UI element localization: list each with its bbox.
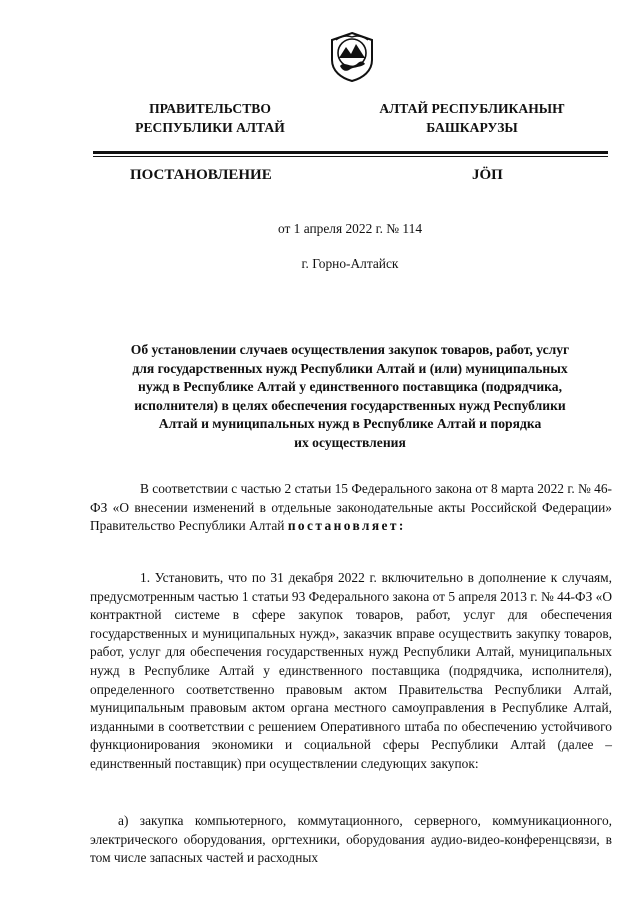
title-line: их осуществления <box>294 434 406 450</box>
header-right-line1: АЛТАЙ РЕСПУБЛИКАНЫҤ <box>379 101 565 116</box>
decree-title-alt: JÖП <box>472 167 503 183</box>
header-divider-thin <box>93 156 608 157</box>
city-line: г. Горно-Алтайск <box>301 256 399 271</box>
header-left-line2: РЕСПУБЛИКИ АЛТАЙ <box>135 120 285 135</box>
resolves-word: постановляет: <box>287 518 406 534</box>
item-1a-paragraph: а) закупка компьютерного, коммутационного, серверного, коммуникационного, электрического оборудования, оргтехники, оборудования аудио-видео-конференцсвязи, в том числе запасных частей и расходных <box>90 813 612 866</box>
decree-title-ru: ПОСТАНОВЛЕНИЕ <box>130 167 272 183</box>
coat-of-arms-icon <box>327 30 377 82</box>
preamble-paragraph <box>90 480 612 536</box>
title-line: Алтай и муниципальных нужд в Республике Алтай и порядка <box>158 416 542 432</box>
header-divider-thick <box>93 151 608 154</box>
title-line: для государственных нужд Республики Алтай и (или) муниципальных <box>132 360 568 376</box>
item-1-paragraph: 1. Установить, что по 31 декабря 2022 г. включительно в дополнение к случаям, предусмотренным частью 1 статьи 93 Федерального закона от 5 апреля 2013 г. № 44-ФЗ «О контрактной системе в сфере закупок товаров, работ, услуг для обеспечения государственных и муниципальных нужд», заказчик вправе осуществить закупку товаров, работ, услуг для обеспечения государственных нужд Республики Алтай, муниципальных нужд в Республике Алтай у единственного поставщика (подрядчика, исполнителя), определенного соответственно правовым актом Правительства Республики Алтай, муниципальным правовым актом органа местного самоуправления в Республике Алтай, изданными в соответствии с решением Оперативного штаба по обеспечению устойчивого функционирования экономики и социальной сферы Республики Алтай (далее – единственный поставщик) при осуществлении следующих закупок: <box>90 570 612 771</box>
title-line: нужд в Республике Алтай у единственного поставщика (подрядчика, <box>138 379 562 395</box>
title-line: Об установлении случаев осуществления закупок товаров, работ, услуг <box>130 342 570 357</box>
header-right <box>362 99 582 137</box>
header-right-line2: БАШКАРУЗЫ <box>426 120 518 135</box>
document-title <box>90 341 610 453</box>
date-number-line: от 1 апреля 2022 г. № 114 <box>277 221 423 236</box>
header-left <box>110 99 310 137</box>
title-line: исполнителя) в целях обеспечения государственных нужд Республики <box>134 397 566 413</box>
preamble-text: В соответствии с частью 2 статьи 15 Федерального закона от 8 марта 2022 г. № 46-ФЗ «О внесении изменений в отдельные законодательные акты Российской Федерации» Правительство Республики Алтай <box>90 481 612 534</box>
header-left-line1: ПРАВИТЕЛЬСТВО <box>149 101 271 116</box>
